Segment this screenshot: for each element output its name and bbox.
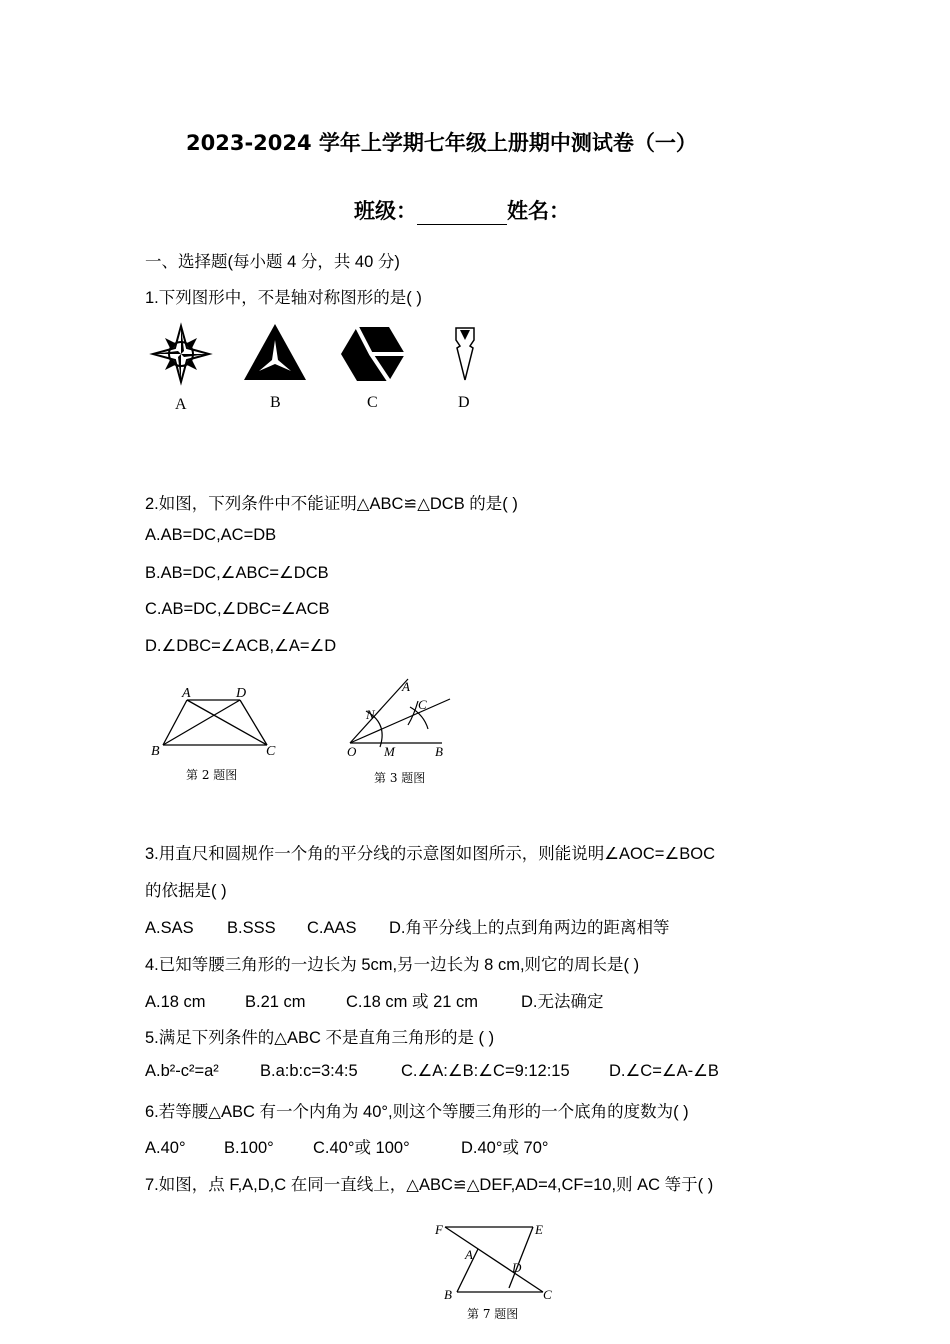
name-label: 姓名： (507, 199, 570, 223)
question-4-option-d[interactable]: D.无法确定 (521, 993, 604, 1011)
figure-q7-lines (445, 1227, 543, 1292)
question-2-option-a[interactable]: A.AB=DC,AC=DB (145, 526, 277, 544)
question-4-option-c[interactable]: C.18 cm 或 21 cm (346, 993, 479, 1011)
q2-point-c: C (266, 744, 276, 759)
question-3-option-b[interactable]: B.SSS (227, 919, 276, 937)
question-6-options (145, 1134, 549, 1158)
q3-point-n: N (366, 707, 375, 722)
question-6-option-c[interactable]: C.40°或 100° (313, 1139, 410, 1157)
question-4-text: 4.已知等腰三角形的一边长为 5cm,另一边长为 8 cm,则它的周长是( ) (145, 956, 640, 974)
figure-q7-caption: 第 7 题图 (467, 1307, 519, 1321)
class-name-line (354, 195, 570, 225)
question-3-text-line1: 3.用直尺和圆规作一个角的平分线的示意图如图所示，则能说明∠AOC=∠BOC (145, 845, 715, 863)
section-heading: 一、选择题(每小题 4 分，共 40 分) (145, 253, 400, 271)
question-6-option-d[interactable]: D.40°或 70° (461, 1139, 549, 1157)
question-1-text: 1.下列图形中，不是轴对称图形的是( ) (145, 289, 422, 307)
question-2-text: 2.如图，下列条件中不能证明△ABC≌△DCB 的是( ) (145, 495, 518, 513)
figure-c-label: C (367, 394, 378, 411)
question-1-figures (140, 318, 490, 418)
q7-point-b: B (444, 1287, 452, 1302)
figure-q3-caption: 第 3 题图 (374, 771, 426, 785)
figure-q2-trapezoid (163, 700, 267, 745)
question-4-option-a[interactable]: A.18 cm (145, 993, 206, 1011)
figure-q2-caption: 第 2 题图 (186, 768, 238, 782)
q2-point-a: A (182, 686, 191, 701)
question-3-options (145, 914, 670, 938)
figure-c-hexagon (341, 327, 405, 381)
q3-point-c: C (418, 697, 427, 712)
q3-point-m: M (384, 744, 395, 759)
q3-point-a: A (402, 679, 410, 694)
question-3-option-c[interactable]: C.AAS (307, 919, 357, 937)
page-title: 2023-2024 学年上学期七年级上册期中测试卷（一） (186, 131, 697, 155)
class-blank[interactable] (417, 204, 507, 225)
figure-a-star (153, 326, 209, 382)
question-3-option-a[interactable]: A.SAS (145, 919, 194, 937)
figure-q7 (425, 1215, 565, 1325)
q2-point-b: B (151, 744, 160, 759)
question-4-option-b[interactable]: B.21 cm (245, 993, 306, 1011)
class-label: 班级： (354, 199, 417, 223)
q7-point-e: E (535, 1222, 543, 1237)
question-2-option-b[interactable]: B.AB=DC,∠ABC=∠DCB (145, 564, 329, 582)
figure-a-label: A (175, 396, 187, 413)
q7-point-f: F (435, 1222, 443, 1237)
figure-d-label: D (458, 394, 470, 411)
question-5-option-b[interactable]: B.a:b:c=3:4:5 (260, 1062, 358, 1080)
q3-point-o: O (347, 744, 357, 759)
figure-d-arrow (456, 328, 474, 380)
q7-point-d: D (512, 1260, 522, 1275)
question-3-text-line2: 的依据是( ) (145, 882, 227, 900)
figure-b-triangle (244, 324, 306, 380)
question-5-option-d[interactable]: D.∠C=∠A-∠B (609, 1062, 719, 1080)
question-6-option-b[interactable]: B.100° (224, 1139, 274, 1157)
question-5-options (145, 1061, 719, 1081)
q7-point-a: A (465, 1247, 473, 1262)
question-7-text: 7.如图，点 F,A,D,C 在同一直线上，△ABC≌△DEF,AD=4,CF=10,则 AC 等于( ) (145, 1176, 714, 1194)
question-5-text: 5.满足下列条件的△ABC 不是直角三角形的是 ( ) (145, 1029, 495, 1047)
q2-point-d: D (236, 686, 247, 701)
figure-b-label: B (270, 394, 281, 411)
question-2-option-c[interactable]: C.AB=DC,∠DBC=∠ACB (145, 600, 330, 618)
question-5-option-a[interactable]: A.b²-c²=a² (145, 1062, 219, 1080)
question-6-text: 6.若等腰△ABC 有一个内角为 40°,则这个等腰三角形的一个底角的度数为( ) (145, 1103, 689, 1121)
question-3-option-d[interactable]: D.角平分线上的点到角两边的距离相等 (389, 919, 670, 937)
figure-q3-bisector (350, 679, 450, 747)
question-2-option-d[interactable]: D.∠DBC=∠ACB,∠A=∠D (145, 637, 337, 655)
q3-point-b: B (435, 744, 443, 759)
question-5-option-c[interactable]: C.∠A:∠B:∠C=9:12:15 (401, 1062, 570, 1080)
question-4-options (145, 988, 604, 1012)
question-2-3-figures (140, 675, 470, 790)
question-6-option-a[interactable]: A.40° (145, 1139, 186, 1157)
q7-point-c: C (543, 1287, 552, 1302)
